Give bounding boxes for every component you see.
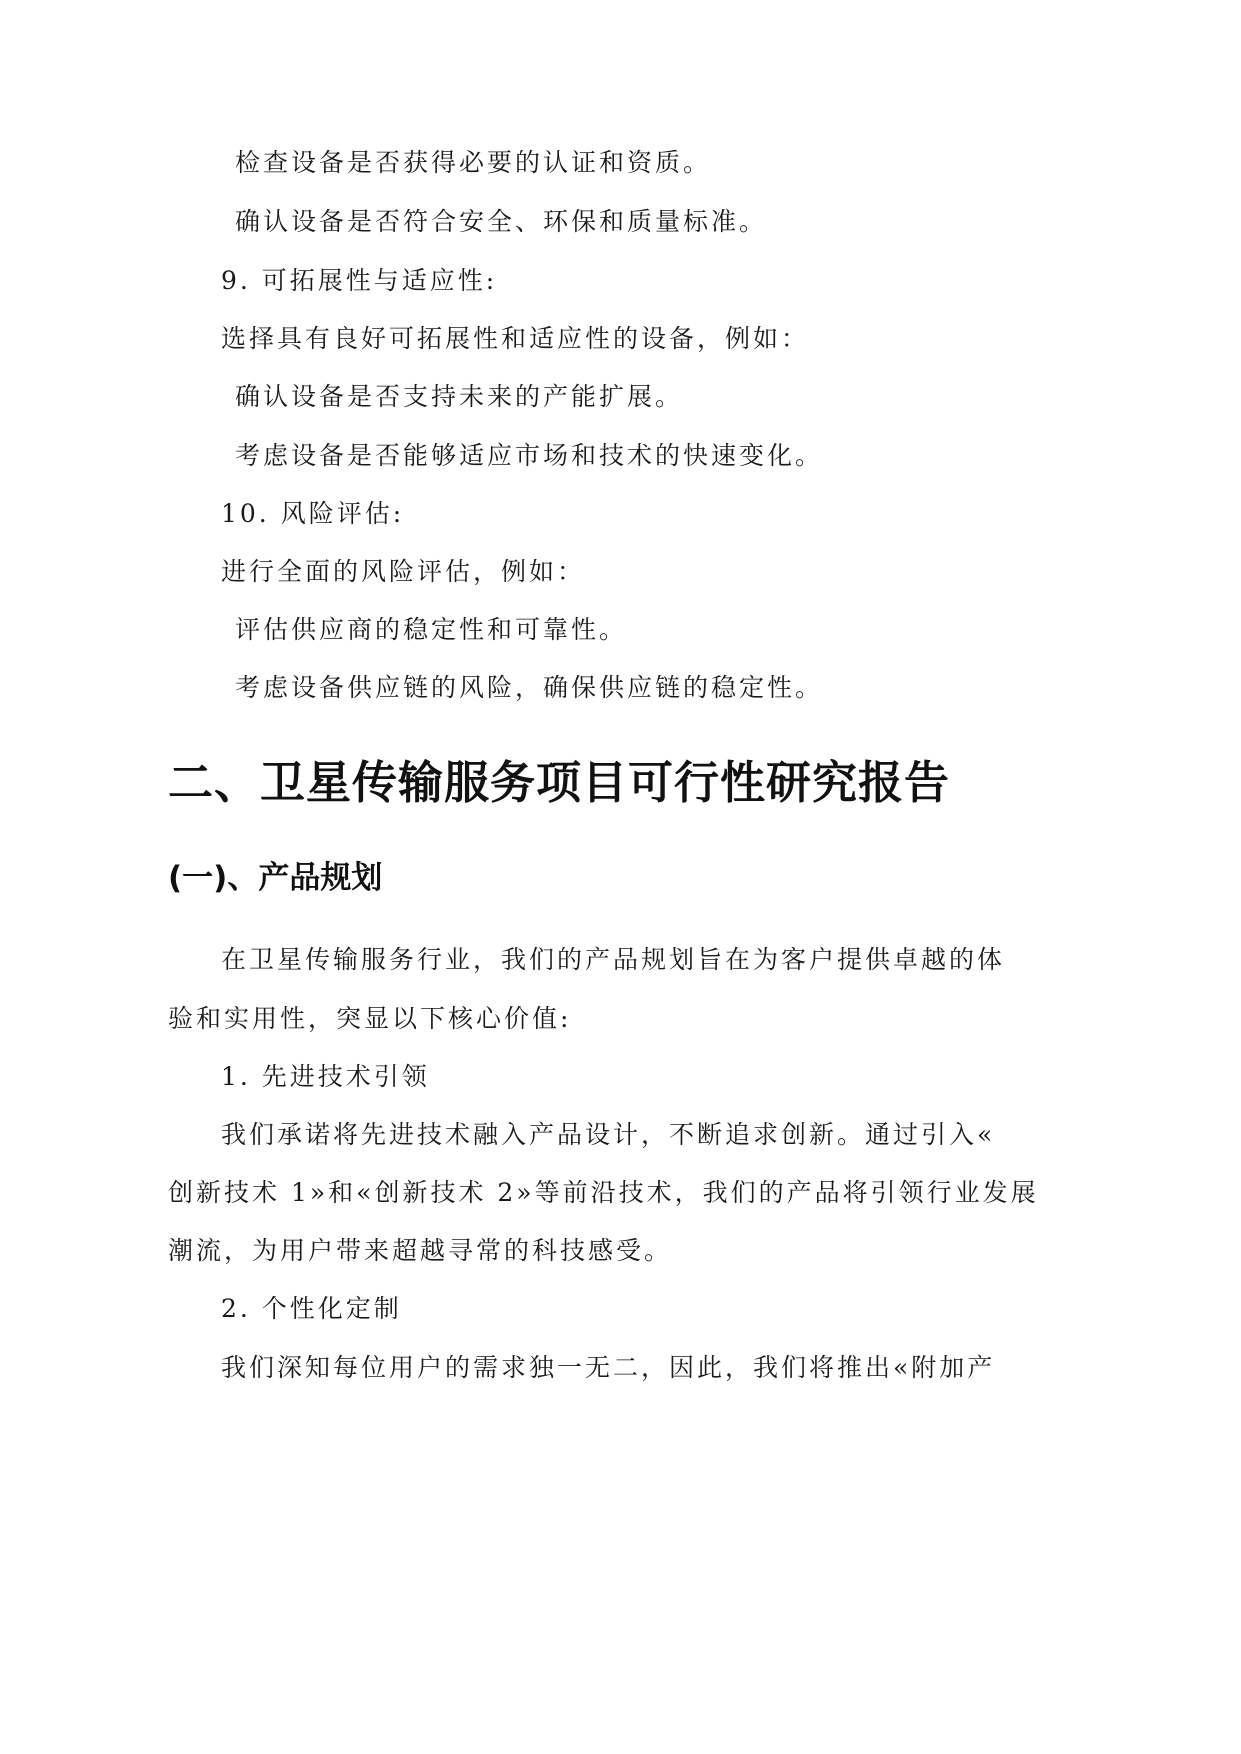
body-line: 我们承诺将先进技术融入产品设计，不断追求创新。通过引入« [221, 1120, 996, 1149]
subsection-heading: (一)、产品规划 [168, 860, 383, 896]
item-line: 确认设备是否支持未来的产能扩展。 [235, 382, 684, 411]
body-line: 潮流，为用户带来超越寻常的科技感受。 [168, 1236, 673, 1265]
numbered-subheading: 1. 先进技术引领 [221, 1062, 430, 1091]
body-line: 创新技术 1»和«创新技术 2»等前沿技术，我们的产品将引领行业发展 [168, 1178, 1039, 1207]
numbered-item-heading: 9. 可拓展性与适应性: [221, 266, 498, 295]
item-line: 选择具有良好可拓展性和适应性的设备，例如： [221, 324, 810, 353]
body-line: 我们深知每位用户的需求独一无二，因此，我们将推出«附加产 [221, 1353, 996, 1382]
item-line: 考虑设备是否能够适应市场和技术的快速变化。 [235, 441, 824, 470]
item-line: 确认设备是否符合安全、环保和质量标准。 [235, 207, 768, 236]
item-line: 检查设备是否获得必要的认证和资质。 [235, 148, 712, 177]
item-line: 考虑设备供应链的风险，确保供应链的稳定性。 [235, 673, 824, 702]
item-line: 评估供应商的稳定性和可靠性。 [235, 615, 628, 644]
numbered-subheading: 2. 个性化定制 [221, 1294, 402, 1323]
numbered-item-heading: 10. 风险评估: [221, 499, 405, 528]
item-line: 进行全面的风险评估，例如： [221, 557, 586, 586]
body-line: 在卫星传输服务行业，我们的产品规划旨在为客户提供卓越的体 [221, 945, 1006, 974]
section-heading: 二、卫星传输服务项目可行性研究报告 [168, 756, 951, 809]
body-line: 验和实用性，突显以下核心价值: [168, 1004, 572, 1033]
